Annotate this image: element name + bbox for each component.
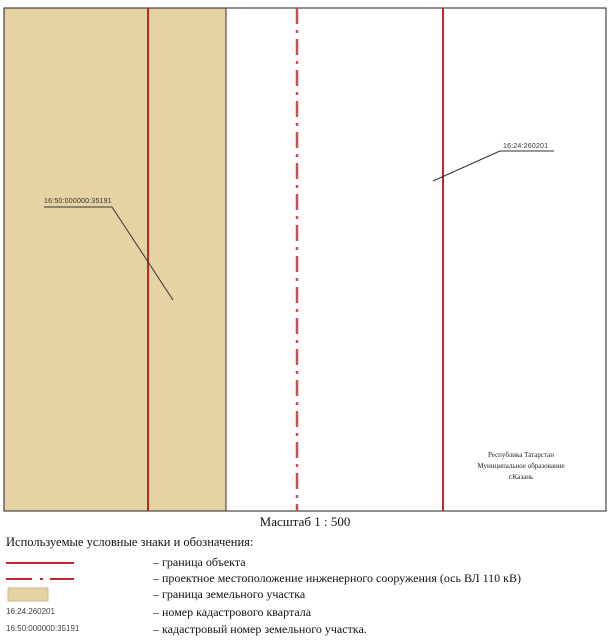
legend-item-description: – граница земельного участка — [153, 587, 306, 601]
legend-item-quarter-number — [0, 605, 610, 621]
solid-red-line-symbol — [6, 555, 76, 571]
region-text-line2: Муниципальное образование — [477, 462, 565, 470]
legend-item-parcel-number — [0, 622, 610, 638]
legend-item-projected-axis — [0, 571, 610, 587]
legend-item-description: – номер кадастрового квартала — [153, 605, 312, 619]
land-parcel-area — [4, 8, 226, 511]
parcel-number-code: 16:50:000000:35191 — [6, 624, 80, 633]
legend-item-description: – проектное местоположение инженерного сооружения (ось ВЛ 110 кВ) — [153, 571, 522, 585]
legend-item-description: – граница объекта — [153, 555, 246, 569]
dashed-red-line-symbol — [6, 571, 76, 587]
quarter-number-code: 16:24:260201 — [6, 607, 55, 616]
legend-item-parcel-boundary — [0, 587, 610, 603]
legend-title: Используемые условные знаки и обозначения: — [6, 535, 254, 549]
legend-item-description: – кадастровый номер земельного участка. — [153, 622, 367, 636]
map-scale: Масштаб 1 : 500 — [259, 514, 351, 529]
legend-item-object-boundary — [0, 555, 610, 571]
parcel-swatch-symbol — [6, 587, 76, 603]
parcel-cadastral-label: 16:50:000000:35191 — [44, 198, 112, 205]
region-text-line1: Республика Татарстан — [487, 451, 554, 459]
region-text-line3: г.Казань — [508, 473, 534, 481]
quarter-cadastral-label: 16:24:260201 — [503, 143, 549, 150]
